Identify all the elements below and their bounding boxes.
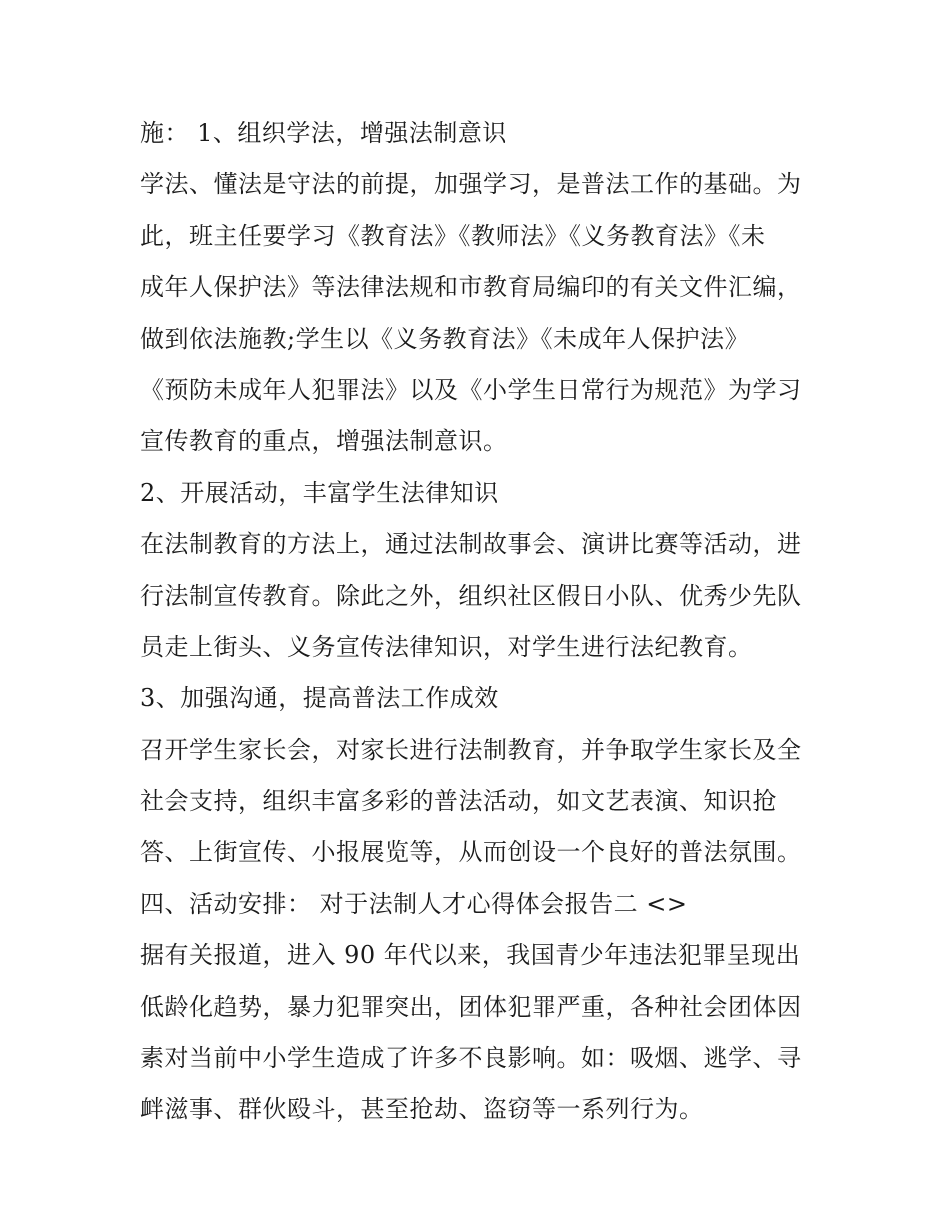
- text-line-2: 学法、懂法是守法的前提，加强学习，是普法工作的基础。为: [140, 170, 802, 199]
- text-line-19: 素对当前中小学生造成了许多不良影响。如：吸烟、逃学、寻: [140, 1044, 802, 1073]
- text-line-6: 《预防未成年人犯罪法》以及《小学生日常行为规范》为学习: [140, 375, 802, 404]
- text-line-14: 社会支持，组织丰富多彩的普法活动，如文艺表演、知识抢: [140, 787, 777, 816]
- text-line-13: 召开学生家长会，对家长进行法制教育，并争取学生家长及全: [140, 735, 802, 764]
- text-line-7: 宣传教育的重点，增强法制意识。: [140, 427, 508, 456]
- text-line-5: 做到依法施教;学生以《义务教育法》《未成年人保护法》: [140, 324, 750, 353]
- text-line-9: 在法制教育的方法上，通过法制故事会、演讲比赛等活动，进: [140, 530, 802, 559]
- text-line-18: 低龄化趋势，暴力犯罪突出，团体犯罪严重，各种社会团体因: [140, 992, 802, 1021]
- text-line-1: 施： 1、组织学法，增强法制意识: [140, 119, 507, 147]
- text-line-4: 成年人保护法》等法律法规和市教育局编印的有关文件汇编，: [140, 273, 802, 302]
- section-heading-4: 四、活动安排： 对于法制人才心得体会报告二 <>: [140, 889, 688, 918]
- text-line-3: 此，班主任要学习《教育法》《教师法》《义务教育法》《未: [140, 221, 766, 250]
- text-line-15: 答、上街宣传、小报展览等，从而创设一个良好的普法氛围。: [140, 838, 802, 867]
- text-line-17: 据有关报道，进入 90 年代以来，我国青少年违法犯罪呈现出: [140, 941, 801, 970]
- text-line-20: 衅滋事、群伙殴斗，甚至抢劫、盗窃等一系列行为。: [140, 1095, 704, 1124]
- text-line-11: 员走上街头、义务宣传法律知识，对学生进行法纪教育。: [140, 632, 753, 661]
- document-body: [140, 108, 840, 1136]
- section-heading-2: 2、开展活动，丰富学生法律知识: [140, 478, 499, 507]
- section-heading-3: 3、加强沟通，提高普法工作成效: [140, 684, 499, 713]
- text-line-10: 行法制宣传教育。除此之外，组织社区假日小队、优秀少先队: [140, 581, 802, 610]
